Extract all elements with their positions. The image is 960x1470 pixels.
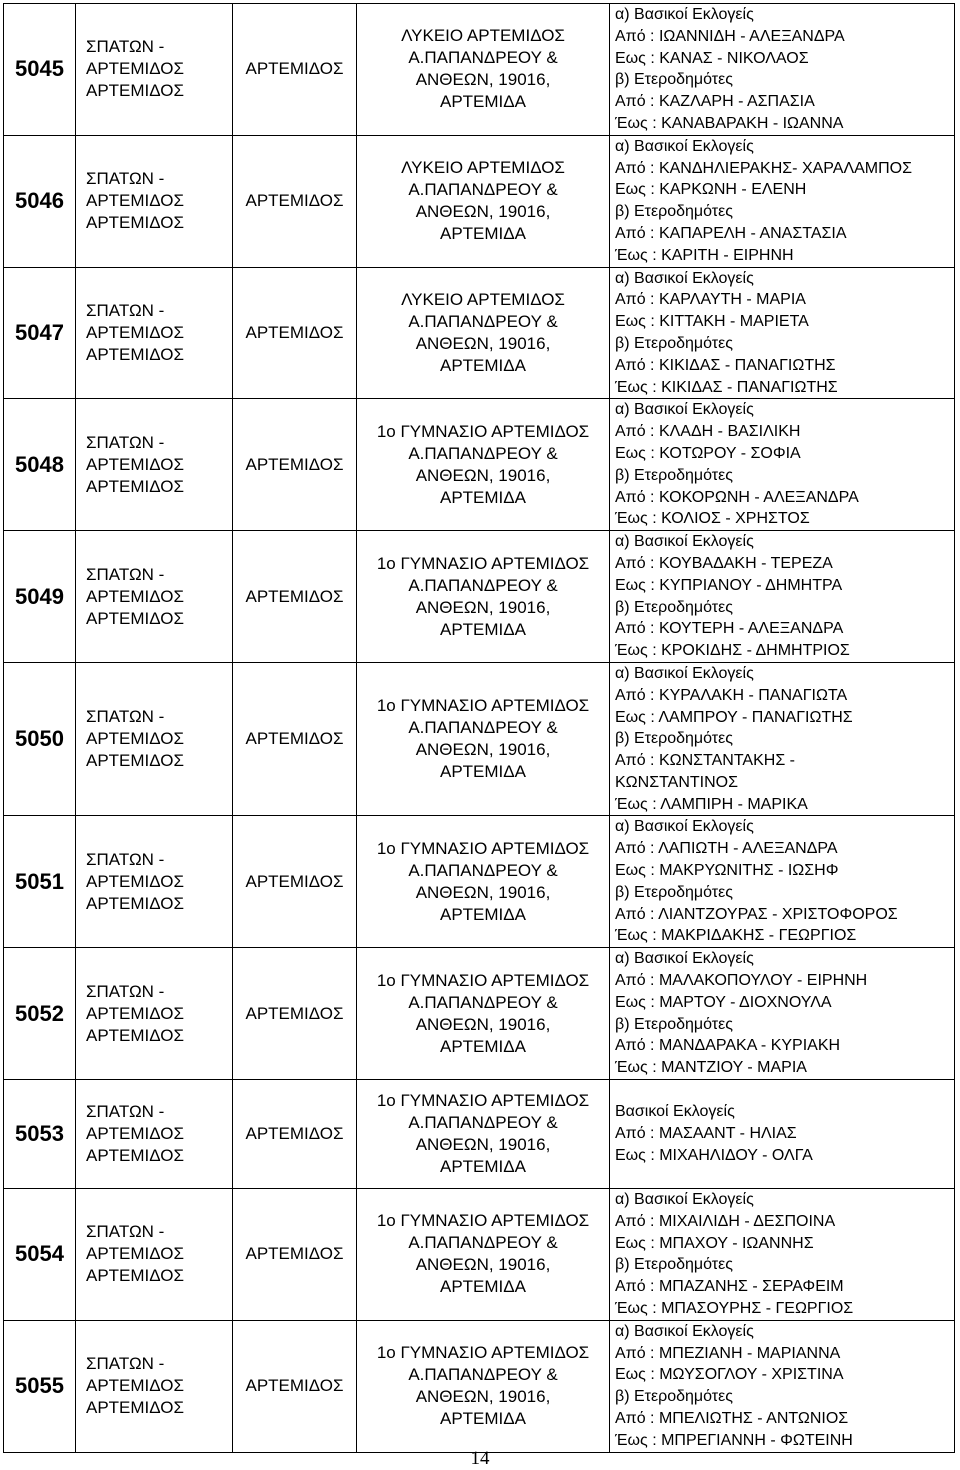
region-line: ΣΠΑΤΩΝ - — [86, 1354, 165, 1374]
region-cell — [76, 1320, 233, 1452]
municipality-cell: ΑΡΤΕΜΙΔΟΣ — [233, 816, 357, 948]
voter-range-cell — [610, 1080, 955, 1189]
voter-range-line: Εως : ΜΙΧΑΗΛΙΔΟΥ - ΟΛΓΑ — [615, 1146, 813, 1164]
region-line: ΑΡΤΕΜΙΔΟΣ — [86, 1124, 185, 1144]
voter-range-line: α) Βασικοί Εκλογείς — [615, 950, 754, 968]
voter-range-cell — [610, 531, 955, 663]
voter-range-cell — [610, 948, 955, 1080]
school-line: ΑΡΤΕΜΙΔΑ — [440, 762, 526, 782]
region-line: ΑΡΤΕΜΙΔΟΣ — [86, 1003, 185, 1023]
school-line: ΑΝΘΕΩΝ, 19016, — [415, 882, 551, 902]
voter-range-line: Εως : ΚΥΠΡΙΑΝΟΥ - ΔΗΜΗΤΡΑ — [615, 576, 843, 594]
region-line: ΑΡΤΕΜΙΔΟΣ — [86, 1025, 185, 1045]
school-line: Α.ΠΑΠΑΝΔΡΕΟΥ & — [408, 575, 558, 595]
school-line: ΑΡΤΕΜΙΔΑ — [440, 1277, 526, 1297]
region-line: ΣΠΑΤΩΝ - — [86, 564, 165, 584]
municipality-cell: ΑΡΤΕΜΙΔΟΣ — [233, 1080, 357, 1189]
station-code: 5045 — [4, 4, 76, 136]
voter-range-line: Έως : ΜΑΚΡΙΔΑΚΗΣ - ΓΕΩΡΓΙΟΣ — [615, 927, 857, 945]
region-line: ΑΡΤΕΜΙΔΟΣ — [86, 1146, 185, 1166]
school-line: 1ο ΓΥΜΝΑΣΙΟ ΑΡΤΕΜΙΔΟΣ — [376, 838, 590, 858]
voter-range-line: α) Βασικοί Εκλογείς — [615, 269, 754, 287]
voter-range-line: α) Βασικοί Εκλογείς — [615, 401, 754, 419]
school-line: ΑΡΤΕΜΙΔΑ — [440, 1036, 526, 1056]
voter-range-cell — [610, 399, 955, 531]
school-line: ΑΡΤΕΜΙΔΑ — [440, 92, 526, 112]
voter-range-line: Έως : ΚΑΝΑΒΑΡΑΚΗ - ΙΩΑΝΝΑ — [615, 114, 844, 132]
voter-range-line: Από : ΜΑΛΑΚΟΠΟΥΛΟΥ - ΕΙΡΗΝΗ — [615, 972, 868, 990]
voter-range-line: Έως : ΚΑΡΙΤΗ - ΕΙΡΗΝΗ — [615, 246, 794, 264]
voter-range-line: Έως : ΛΑΜΠΙΡΗ - ΜΑΡΙΚΑ — [615, 795, 808, 813]
region-line: ΑΡΤΕΜΙΔΟΣ — [86, 1398, 185, 1418]
table-row — [4, 399, 955, 531]
school-line: Α.ΠΑΠΑΝΔΡΕΟΥ & — [408, 860, 558, 880]
voter-range-line: Από : ΜΠΑΖΑΝΗΣ - ΣΕΡΑΦΕΙΜ — [615, 1278, 844, 1296]
station-code: 5051 — [4, 816, 76, 948]
region-line: ΑΡΤΕΜΙΔΟΣ — [86, 191, 185, 211]
voter-range-line: α) Βασικοί Εκλογείς — [615, 1322, 754, 1340]
school-line: ΑΝΘΕΩΝ, 19016, — [415, 1387, 551, 1407]
table-row — [4, 1320, 955, 1452]
voter-range-line: Από : ΜΠΕΖΙΑΝΗ - ΜΑΡΙΑΝΝΑ — [615, 1344, 841, 1362]
table-row — [4, 662, 955, 816]
school-line: ΑΡΤΕΜΙΔΑ — [440, 619, 526, 639]
region-line: ΑΡΤΕΜΙΔΟΣ — [86, 586, 185, 606]
municipality-cell: ΑΡΤΕΜΙΔΟΣ — [233, 1320, 357, 1452]
voter-range-line: Από : ΜΑΣΑΑΝΤ - ΗΛΙΑΣ — [615, 1125, 797, 1143]
table-row — [4, 816, 955, 948]
school-line: 1ο ΓΥΜΝΑΣΙΟ ΑΡΤΕΜΙΔΟΣ — [376, 1343, 590, 1363]
school-line: ΑΡΤΕΜΙΔΑ — [440, 904, 526, 924]
voter-range-line: Από : ΚΑΖΛΑΡΗ - ΑΣΠΑΣΙΑ — [615, 93, 815, 111]
region-line: ΑΡΤΕΜΙΔΟΣ — [86, 871, 185, 891]
voter-range-line: Από : ΙΩΑΝΝΙΔΗ - ΑΛΕΞΑΝΔΡΑ — [615, 27, 845, 45]
voter-range-line: α) Βασικοί Εκλογείς — [615, 6, 754, 23]
school-line: ΑΡΤΕΜΙΔΑ — [440, 1157, 526, 1177]
voter-range-cell — [610, 1320, 955, 1452]
voter-range-line: Εως : ΜΠΑΧΟΥ - ΙΩΑΝΝΗΣ — [615, 1234, 814, 1252]
table-body — [4, 4, 955, 1453]
station-code: 5047 — [4, 267, 76, 399]
school-line: ΑΡΤΕΜΙΔΑ — [440, 487, 526, 507]
table-row — [4, 267, 955, 399]
voter-range-line: Από : ΚΟΥΒΑΔΑΚΗ - ΤΕΡΕΖΑ — [615, 554, 833, 572]
school-line: ΑΝΘΕΩΝ, 19016, — [415, 333, 551, 353]
voter-range-line: α) Βασικοί Εκλογείς — [615, 664, 754, 682]
school-cell — [357, 662, 610, 816]
voter-range-line: Από : ΚΩΝΣΤΑΝΤΑΚΗΣ - — [615, 752, 795, 770]
region-line: ΑΡΤΕΜΙΔΟΣ — [86, 1244, 185, 1264]
region-cell — [76, 531, 233, 663]
voter-range-cell — [610, 135, 955, 267]
school-line: 1ο ΓΥΜΝΑΣΙΟ ΑΡΤΕΜΙΔΟΣ — [376, 421, 590, 441]
voter-range-line: Έως : ΚΟΛΙΟΣ - ΧΡΗΣΤΟΣ — [615, 510, 810, 528]
voter-range-line: α) Βασικοί Εκλογείς — [615, 818, 754, 836]
school-line: ΑΝΘΕΩΝ, 19016, — [415, 1135, 551, 1155]
region-line: ΑΡΤΕΜΙΔΟΣ — [86, 1376, 185, 1396]
municipality-cell: ΑΡΤΕΜΙΔΟΣ — [233, 662, 357, 816]
school-line: Α.ΠΑΠΑΝΔΡΕΟΥ & — [408, 1365, 558, 1385]
table-row — [4, 1189, 955, 1321]
region-line: ΑΡΤΕΜΙΔΟΣ — [86, 1266, 185, 1286]
region-cell — [76, 135, 233, 267]
region-cell — [76, 1080, 233, 1189]
municipality-cell: ΑΡΤΕΜΙΔΟΣ — [233, 531, 357, 663]
voter-range-line: Από : ΚΟΚΟΡΩΝΗ - ΑΛΕΞΑΝΔΡΑ — [615, 488, 859, 506]
voter-range-line: Έως : ΚΡΟΚΙΔΗΣ - ΔΗΜΗΤΡΙΟΣ — [615, 642, 850, 660]
voter-range-line: β) Ετεροδημότες — [615, 1256, 733, 1274]
region-line: ΑΡΤΕΜΙΔΟΣ — [86, 322, 185, 342]
region-line: ΣΠΑΤΩΝ - — [86, 432, 165, 452]
region-line: ΣΠΑΤΩΝ - — [86, 37, 165, 57]
school-line: ΑΝΘΕΩΝ, 19016, — [415, 465, 551, 485]
region-cell — [76, 267, 233, 399]
municipality-cell: ΑΡΤΕΜΙΔΟΣ — [233, 4, 357, 136]
voter-range-cell — [610, 662, 955, 816]
school-cell — [357, 135, 610, 267]
school-cell — [357, 816, 610, 948]
school-line: 1ο ΓΥΜΝΑΣΙΟ ΑΡΤΕΜΙΔΟΣ — [376, 696, 590, 716]
table-row — [4, 1080, 955, 1189]
region-cell — [76, 4, 233, 136]
voter-range-line: Από : ΚΑΝΔΗΛΙΕΡΑΚΗΣ- ΧΑΡΑΛΑΜΠΟΣ — [615, 159, 913, 177]
voter-range-line: Εως : ΚΑΝΑΣ - ΝΙΚΟΛΑΟΣ — [615, 49, 809, 67]
voter-range-line: Από : ΜΙΧΑΙΛΙΔΗ - ΔΕΣΠΟΙΝΑ — [615, 1212, 836, 1230]
school-line: 1ο ΓΥΜΝΑΣΙΟ ΑΡΤΕΜΙΔΟΣ — [376, 970, 590, 990]
region-line: ΑΡΤΕΜΙΔΟΣ — [86, 344, 185, 364]
voter-range-cell — [610, 1189, 955, 1321]
voter-range-line: Από : ΚΟΥΤΕΡΗ - ΑΛΕΞΑΝΔΡΑ — [615, 620, 844, 638]
table-row — [4, 948, 955, 1080]
polling-stations-table — [3, 3, 955, 1453]
school-cell — [357, 1189, 610, 1321]
voter-range-line: Από : ΚΑΡΛΑΥΤΗ - ΜΑΡΙΑ — [615, 291, 806, 309]
school-line: ΑΝΘΕΩΝ, 19016, — [415, 740, 551, 760]
region-line: ΣΠΑΤΩΝ - — [86, 981, 165, 1001]
school-line: ΑΝΘΕΩΝ, 19016, — [415, 1255, 551, 1275]
school-line: ΑΝΘΕΩΝ, 19016, — [415, 202, 551, 222]
voter-range-line: Εως : ΚΟΤΩΡΟΥ - ΣΟΦΙΑ — [615, 444, 801, 462]
station-code: 5048 — [4, 399, 76, 531]
region-line: ΣΠΑΤΩΝ - — [86, 849, 165, 869]
school-cell — [357, 1080, 610, 1189]
voter-range-line: Εως : ΚΙΤΤΑΚΗ - ΜΑΡΙΕΤΑ — [615, 313, 809, 331]
voter-range-line: α) Βασικοί Εκλογείς — [615, 137, 754, 155]
region-line: ΣΠΑΤΩΝ - — [86, 1102, 165, 1122]
region-line: ΣΠΑΤΩΝ - — [86, 1222, 165, 1242]
station-code: 5050 — [4, 662, 76, 816]
voter-range-line: α) Βασικοί Εκλογείς — [615, 533, 754, 551]
voter-range-line: Από : ΜΠΕΛΙΩΤΗΣ - ΑΝΤΩΝΙΟΣ — [615, 1410, 849, 1428]
voter-range-line: Από : ΛΑΠΙΩΤΗ - ΑΛΕΞΑΝΔΡΑ — [615, 840, 838, 858]
school-line: Α.ΠΑΠΑΝΔΡΕΟΥ & — [408, 311, 558, 331]
municipality-cell: ΑΡΤΕΜΙΔΟΣ — [233, 399, 357, 531]
region-cell — [76, 399, 233, 531]
voter-range-line: Από : ΚΛΑΔΗ - ΒΑΣΙΛΙΚΗ — [615, 423, 801, 441]
voter-range-line: Έως : ΚΙΚΙΔΑΣ - ΠΑΝΑΓΙΩΤΗΣ — [615, 378, 838, 396]
region-line: ΑΡΤΕΜΙΔΟΣ — [86, 81, 185, 101]
region-cell — [76, 816, 233, 948]
voter-range-line: β) Ετεροδημότες — [615, 334, 733, 352]
voter-range-line: β) Ετεροδημότες — [615, 730, 733, 748]
voter-range-line: Εως : ΜΑΡΤΟΥ - ΔΙΟΧΝΟΥΛΑ — [615, 993, 832, 1011]
school-cell — [357, 1320, 610, 1452]
municipality-cell: ΑΡΤΕΜΙΔΟΣ — [233, 135, 357, 267]
voter-range-line: Εως : ΛΑΜΠΡΟΥ - ΠΑΝΑΓΙΩΤΗΣ — [615, 708, 853, 726]
voter-range-line: Έως : ΜΑΝΤΖΙΟΥ - ΜΑΡΙΑ — [615, 1059, 807, 1077]
region-line: ΣΠΑΤΩΝ - — [86, 300, 165, 320]
school-cell — [357, 531, 610, 663]
region-line: ΑΡΤΕΜΙΔΟΣ — [86, 608, 185, 628]
voter-range-line: Από : ΛΙΑΝΤΖΟΥΡΑΣ - ΧΡΙΣΤΟΦΟΡΟΣ — [615, 905, 898, 923]
school-line: ΑΡΤΕΜΙΔΑ — [440, 1409, 526, 1429]
municipality-cell: ΑΡΤΕΜΙΔΟΣ — [233, 948, 357, 1080]
voter-range-line: β) Ετεροδημότες — [615, 71, 733, 89]
region-line: ΑΡΤΕΜΙΔΟΣ — [86, 476, 185, 496]
school-line: 1ο ΓΥΜΝΑΣΙΟ ΑΡΤΕΜΙΔΟΣ — [376, 553, 590, 573]
voter-range-line: Έως : ΜΠΑΣΟΥΡΗΣ - ΓΕΩΡΓΙΟΣ — [615, 1300, 854, 1318]
school-line: ΛΥΚΕΙΟ ΑΡΤΕΜΙΔΟΣ — [401, 158, 565, 178]
station-code: 5054 — [4, 1189, 76, 1321]
station-code: 5052 — [4, 948, 76, 1080]
school-line: Α.ΠΑΠΑΝΔΡΕΟΥ & — [408, 718, 558, 738]
voter-range-cell — [610, 4, 955, 136]
school-line: 1ο ΓΥΜΝΑΣΙΟ ΑΡΤΕΜΙΔΟΣ — [376, 1211, 590, 1231]
table-row — [4, 531, 955, 663]
region-line: ΣΠΑΤΩΝ - — [86, 707, 165, 727]
station-code: 5049 — [4, 531, 76, 663]
voter-range-line: Βασικοί Εκλογείς — [615, 1103, 735, 1121]
school-line: ΑΡΤΕΜΙΔΑ — [440, 355, 526, 375]
school-cell — [357, 399, 610, 531]
school-cell — [357, 4, 610, 136]
voter-range-line: Έως : ΜΠΡΕΓΙΑΝΝΗ - ΦΩΤΕΙΝΗ — [615, 1431, 853, 1449]
voter-range-line: Εως : ΜΩΥΣΟΓΛΟΥ - ΧΡΙΣΤΙΝΑ — [615, 1366, 844, 1384]
school-line: Α.ΠΑΠΑΝΔΡΕΟΥ & — [408, 180, 558, 200]
voter-range-line: Από : ΚΥΡΑΛΑΚΗ - ΠΑΝΑΓΙΩΤΑ — [615, 686, 848, 704]
school-line: Α.ΠΑΠΑΝΔΡΕΟΥ & — [408, 443, 558, 463]
school-line: ΑΝΘΕΩΝ, 19016, — [415, 1014, 551, 1034]
school-line: Α.ΠΑΠΑΝΔΡΕΟΥ & — [408, 992, 558, 1012]
voter-range-line: Εως : ΜΑΚΡΥΩΝΙΤΗΣ - ΙΩΣΗΦ — [615, 862, 839, 880]
station-code: 5053 — [4, 1080, 76, 1189]
region-cell — [76, 1189, 233, 1321]
region-line: ΑΡΤΕΜΙΔΟΣ — [86, 59, 185, 79]
station-code: 5055 — [4, 1320, 76, 1452]
school-line: 1ο ΓΥΜΝΑΣΙΟ ΑΡΤΕΜΙΔΟΣ — [376, 1091, 590, 1111]
school-line: ΑΝΘΕΩΝ, 19016, — [415, 70, 551, 90]
region-cell — [76, 948, 233, 1080]
table-row — [4, 4, 955, 136]
voter-range-cell — [610, 816, 955, 948]
school-line: ΑΝΘΕΩΝ, 19016, — [415, 597, 551, 617]
voter-range-line: β) Ετεροδημότες — [615, 883, 733, 901]
page-number: 14 — [470, 1448, 490, 1469]
voter-range-line: Από : ΚΙΚΙΔΑΣ - ΠΑΝΑΓΙΩΤΗΣ — [615, 356, 836, 374]
school-line: Α.ΠΑΠΑΝΔΡΕΟΥ & — [408, 1113, 558, 1133]
voter-range-line: β) Ετεροδημότες — [615, 1015, 733, 1033]
voter-range-line: β) Ετεροδημότες — [615, 598, 733, 616]
station-code: 5046 — [4, 135, 76, 267]
voter-range-line: β) Ετεροδημότες — [615, 1388, 733, 1406]
school-line: ΛΥΚΕΙΟ ΑΡΤΕΜΙΔΟΣ — [401, 26, 565, 46]
school-cell — [357, 267, 610, 399]
school-line: Α.ΠΑΠΑΝΔΡΕΟΥ & — [408, 1233, 558, 1253]
region-line: ΑΡΤΕΜΙΔΟΣ — [86, 729, 185, 749]
school-line: Α.ΠΑΠΑΝΔΡΕΟΥ & — [408, 48, 558, 68]
voter-range-line: Από : ΜΑΝΔΑΡΑΚΑ - ΚΥΡΙΑΚΗ — [615, 1037, 841, 1055]
voter-range-line: Εως : ΚΑΡΚΩΝΗ - ΕΛΕΝΗ — [615, 181, 807, 199]
municipality-cell: ΑΡΤΕΜΙΔΟΣ — [233, 1189, 357, 1321]
school-cell — [357, 948, 610, 1080]
voter-range-line: ΚΩΝΣΤΑΝΤΙΝΟΣ — [615, 773, 738, 791]
school-line: ΛΥΚΕΙΟ ΑΡΤΕΜΙΔΟΣ — [401, 289, 565, 309]
region-cell — [76, 662, 233, 816]
voter-range-line: Από : ΚΑΠΑΡΕΛΗ - ΑΝΑΣΤΑΣΙΑ — [615, 224, 847, 242]
region-line: ΑΡΤΕΜΙΔΟΣ — [86, 454, 185, 474]
school-line: ΑΡΤΕΜΙΔΑ — [440, 224, 526, 244]
region-line: ΣΠΑΤΩΝ - — [86, 169, 165, 189]
region-line: ΑΡΤΕΜΙΔΟΣ — [86, 213, 185, 233]
table-row — [4, 135, 955, 267]
voter-range-cell — [610, 267, 955, 399]
region-line: ΑΡΤΕΜΙΔΟΣ — [86, 893, 185, 913]
voter-range-line: β) Ετεροδημότες — [615, 466, 733, 484]
voter-range-line: α) Βασικοί Εκλογείς — [615, 1191, 754, 1209]
voter-range-line: β) Ετεροδημότες — [615, 203, 733, 221]
region-line: ΑΡΤΕΜΙΔΟΣ — [86, 751, 185, 771]
municipality-cell: ΑΡΤΕΜΙΔΟΣ — [233, 267, 357, 399]
